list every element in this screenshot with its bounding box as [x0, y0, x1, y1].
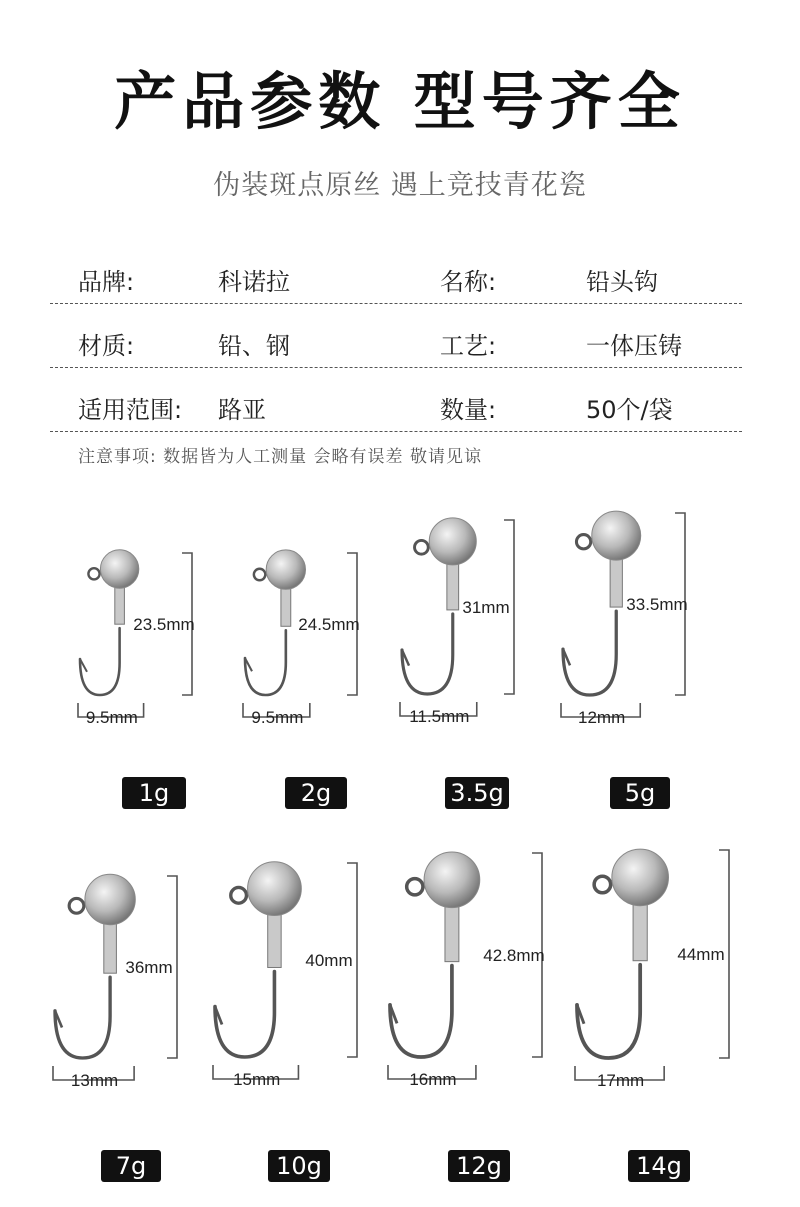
length-label: 42.8mm [483, 946, 545, 965]
length-label: 36mm [125, 958, 173, 977]
weight-badge: 2g [285, 777, 347, 809]
jig-hook [80, 550, 139, 695]
width-label: 17mm [596, 1071, 645, 1090]
weight-badge: 14g [628, 1150, 690, 1182]
weight-badge: 7g [101, 1150, 161, 1182]
width-label: 15mm [233, 1070, 281, 1089]
width-label: 16mm [409, 1070, 457, 1089]
spec-label: 数量: [440, 396, 497, 424]
jig-hook-diagram [70, 545, 240, 765]
weight-badge: 12g [448, 1150, 510, 1182]
weight-badge: 5g [610, 777, 670, 809]
spec-value: 铅、钢 [218, 332, 290, 360]
spec-label: 名称: [440, 268, 497, 296]
spec-table [50, 240, 742, 432]
jig-hook-diagram [205, 855, 405, 1127]
jig-hook-diagram [553, 505, 733, 765]
jig-hook [577, 849, 668, 1058]
weight-badge: 3.5g [445, 777, 509, 809]
spec-value: 科诺拉 [218, 268, 290, 296]
width-label: 12mm [578, 708, 626, 727]
jig-hook-diagram [392, 512, 562, 764]
jig-hook-diagram [235, 545, 405, 765]
width-label: 9.5mm [251, 708, 304, 727]
length-label: 40mm [305, 951, 353, 970]
weight-badge: 10g [268, 1150, 330, 1182]
weight-badge: 1g [122, 777, 186, 809]
spec-row [50, 240, 742, 304]
length-label: 31mm [462, 598, 510, 617]
spec-label: 适用范围: [78, 396, 183, 424]
spec-value: 铅头钩 [586, 268, 658, 296]
length-label: 44mm [677, 945, 725, 964]
spec-row [50, 368, 742, 432]
length-label: 33.5mm [626, 595, 688, 614]
spec-label: 工艺: [440, 332, 497, 360]
spec-label: 品牌: [78, 268, 135, 296]
jig-hook-diagram [380, 845, 590, 1127]
spec-row [50, 304, 742, 368]
width-label: 11.5mm [409, 707, 470, 726]
width-label: 13mm [70, 1071, 119, 1090]
measurement-note: 注意事项: 数据皆为人工测量 会略有误差 敬请见谅 [78, 447, 482, 467]
page-subtitle: 伪装斑点原丝 遇上竞技青花瓷 [213, 170, 587, 201]
jig-hook-diagram [567, 842, 777, 1128]
jig-hook [215, 862, 301, 1057]
width-label: 9.5mm [85, 708, 138, 727]
length-label: 23.5mm [133, 615, 195, 634]
spec-label: 材质: [78, 332, 135, 360]
jig-hook [55, 874, 135, 1058]
length-label: 24.5mm [298, 615, 360, 634]
jig-hook [245, 550, 306, 695]
spec-value: 路亚 [218, 396, 266, 424]
page-title: 产品参数 型号齐全 [114, 65, 686, 138]
spec-value: 一体压铸 [586, 332, 682, 360]
jig-hook-diagram [45, 868, 225, 1128]
jig-hook [390, 852, 480, 1057]
spec-value: 50个/袋 [586, 396, 673, 424]
